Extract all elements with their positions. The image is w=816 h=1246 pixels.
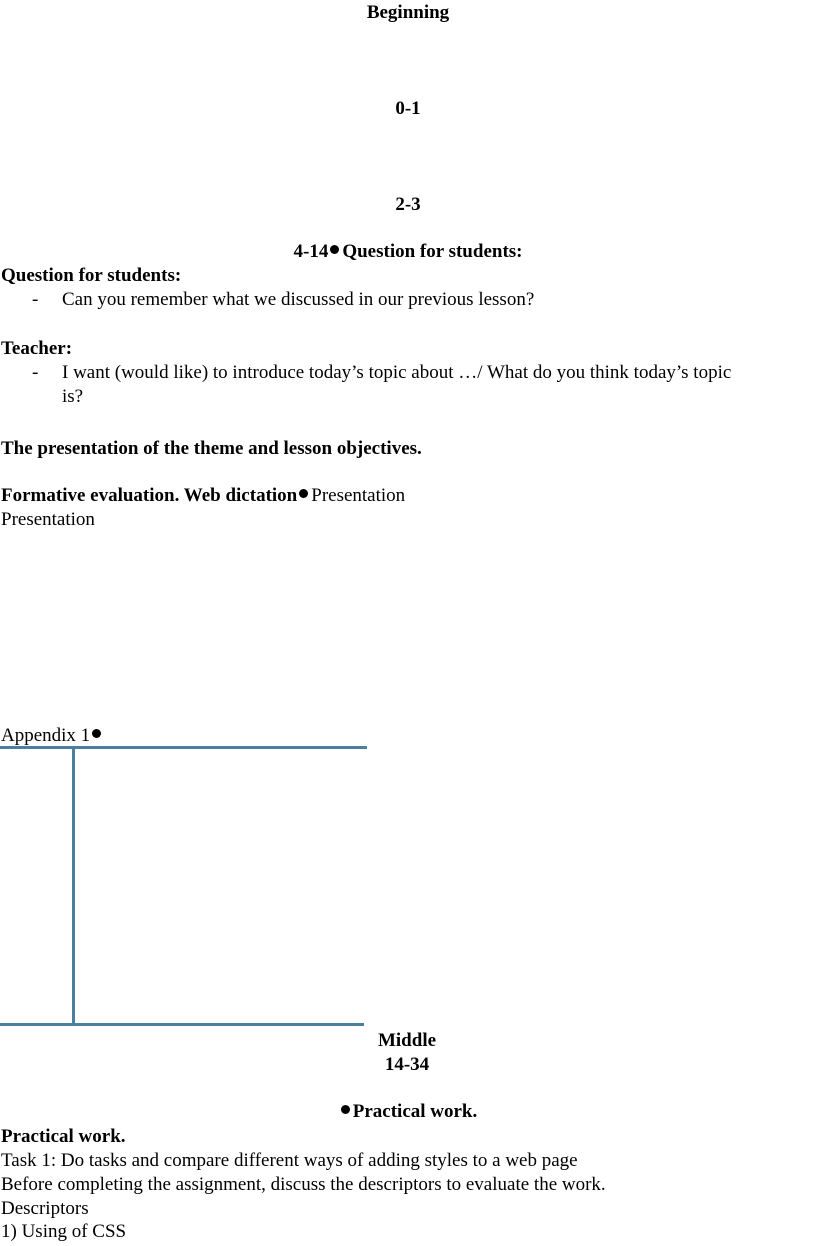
descriptor-item-1: 1) Using of CSS	[1, 1221, 127, 1242]
stage-heading-middle: Middle	[377, 1030, 437, 1051]
table-border-column	[72, 746, 75, 1026]
bullet-icon	[330, 245, 339, 254]
questions-heading: Question for students:	[1, 265, 182, 286]
bullet-icon	[92, 729, 101, 738]
table-border-top	[0, 746, 367, 749]
dash-icon: -	[32, 289, 39, 310]
time-14-34: 14-34	[384, 1054, 430, 1075]
time-4-14-row	[0, 240, 816, 264]
resource-presentation: Presentation	[311, 485, 406, 506]
descriptor-note: Before completing the assignment, discuss the descriptors to evaluate the work.	[1, 1174, 606, 1195]
teacher-text-line1: I want (would like) to introduce today’s topic about …/ What do you think today’s topic	[62, 362, 732, 383]
time-4-14: 4-14	[293, 241, 329, 262]
teacher-heading: Teacher:	[1, 338, 73, 359]
formative-row	[1, 484, 405, 508]
practical-bullet-row	[0, 1100, 816, 1124]
teacher-list-item	[0, 361, 816, 409]
descriptors-heading: Descriptors	[1, 1198, 89, 1219]
bullet-icon	[299, 489, 308, 498]
appendix-label: Appendix 1	[1, 725, 91, 746]
teacher-text-line2: is?	[62, 386, 84, 407]
table-border-bottom	[0, 1023, 364, 1026]
theme-heading: The presentation of the theme and lesson objectives.	[1, 438, 422, 459]
appendix-row	[1, 724, 104, 748]
task-1: Task 1: Do tasks and compare different ways of adding styles to a web page	[1, 1150, 578, 1171]
dash-icon: -	[32, 362, 39, 383]
formative-heading: Formative evaluation. Web dictation	[1, 485, 298, 506]
bullet-question-heading: Question for students:	[342, 241, 523, 262]
stage-heading-beginning: Beginning	[366, 2, 450, 23]
resource-presentation-2: Presentation	[1, 509, 95, 530]
practical-heading: Practical work.	[1, 1126, 126, 1147]
bullet-icon	[341, 1105, 350, 1114]
time-2-3: 2-3	[395, 194, 421, 215]
question-text: Can you remember what we discussed in our previous lesson?	[62, 289, 535, 310]
bullet-practical-heading: Practical work.	[352, 1101, 478, 1122]
time-0-1: 0-1	[395, 98, 421, 119]
